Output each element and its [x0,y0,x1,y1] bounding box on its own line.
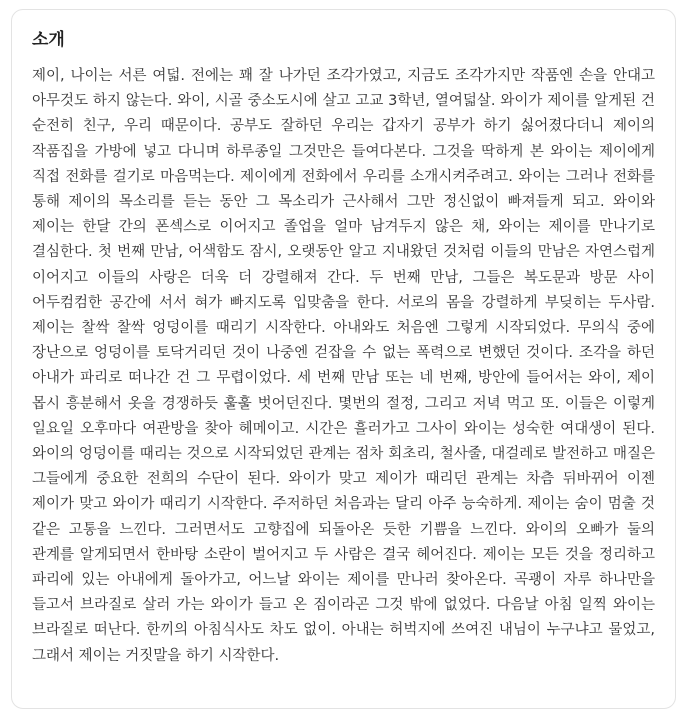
intro-card [11,9,676,709]
synopsis-text: 제이, 나이는 서른 여덟. 전에는 꽤 잘 나가던 조각가였고, 지금도 조각가지만 작품엔 손을 안대고 아무것도 하지 않는다. 와이, 시골 중소도시에 살고 고교 3학년, 열여덟살. 와이가 제이를 알게된 건 순전히 친구, 우리 때문이다. 공부도 잘하던 우리는 갑자기 공부가 하기 싫어졌다더니 제이의 작품집을 가방에 넣고 다니며 하루종일 그것만은 들여다본다. 그것을 딱하게 본 와이는 제이에게 직접 전화를 걸기로 마음먹는다. 제이에게 전화에서 우리를 소개시켜주려고. 와이는 그러나 전화를 통해 제이의 목소리를 듣는 동안 그 목소리가 근사해서 그만 정신없이 빠져들게 되고. 와이와 제이는 한달 간의 폰섹스로 이어지고 졸업을 얼마 남겨두지 않은 채, 와이는 제이를 만나기로 결심한다. 첫 번째 만남, 어색함도 잠시, 오랫동안 알고 지내왔던 것처럼 이들의 만남은 자연스럽게 이어지고 이들의 사랑은 더욱 더 강렬해져 간다. 두 번째 만남, 그들은 복도문과 방문 사이 어두컴컴한 공간에 서서 혀가 빠지도록 입맞춤을 한다. 서로의 몸을 강렬하게 부딪히는 두사람. 제이는 찰싹 찰싹 엉덩이를 때리기 시작한다. 아내와도 처음엔 그렇게 시작되었다. 무의식 중에 장난으로 엉덩이를 토닥거리던 것이 나중엔 걷잡을 수 없는 폭력으로 변했던 것이다. 조각을 하던 아내가 파리로 떠나간 건 그 무렵이었다. 세 번째 만남 또는 네 번째, 방안에 들어서는 와이, 제이 몹시 흥분해서 옷을 경쟁하듯 훌훌 벗어던진다. 몇번의 절정, 그리고 저녁 먹고 또. 이들은 이렇게 일요일 오후마다 여관방을 찾아 헤메이고. 시간은 흘러가고 그사이 와이는 성숙한 여대생이 된다. 와이의 엉덩이를 때리는 것으로 시작되었던 관계는 점차 회초리, 철사줄, 대걸레로 발전하고 매질은 그들에게 중요한 전희의 수단이 된다. 와이가 맞고 제이가 때리던 관계는 차츰 뒤바뀌어 이젠 제이가 맞고 와이가 때리기 시작한다. 주저하던 처음과는 달리 아주 능숙하게. 제이는 숨이 멈출 것 같은 고통을 느낀다. 그러면서도 고향집에 되돌아온 듯한 기쁨을 느낀다. 와이의 오빠가 둘의 관계를 알게되면서 한바탕 소란이 벌어지고 두 사람은 결국 헤어진다. 제이는 모든 것을 정리하고 파리에 있는 아내에게 돌아가고, 어느날 와이는 제이를 만나러 찾아온다. 곡괭이 자루 하나만을 들고서 브라질로 살러 가는 와이가 들고 온 짐이라곤 그것 밖에 없었다. 다음날 아침 일찍 와이는 브라질로 떠난다. 한끼의 아침식사도 차도 없이. 아내는 허벅지에 쓰여진 내님이 누구냐고 물었고, 그래서 제이는 거짓말을 하기 시작한다. [32,68,655,664]
section-title: 소개 [32,30,65,50]
